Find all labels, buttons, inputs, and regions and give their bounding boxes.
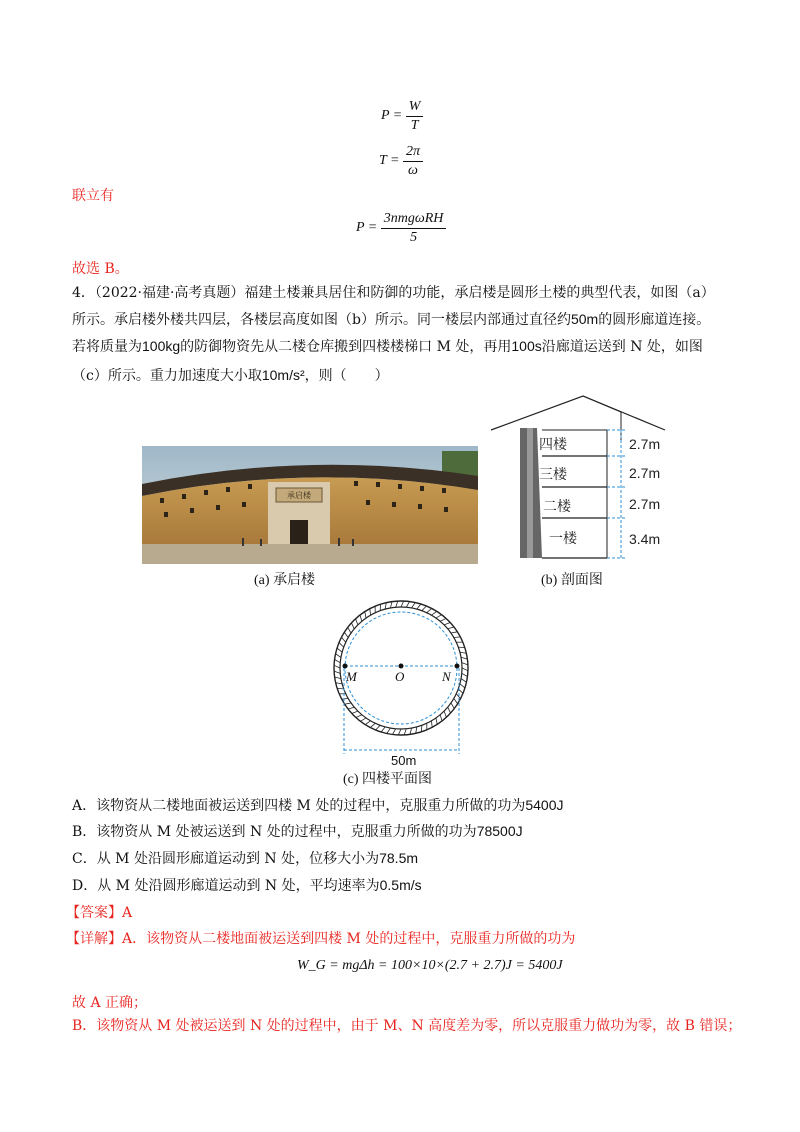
wall-tick [448,627,454,629]
point-n-label: N [442,669,451,684]
plan-svg [320,588,480,768]
detail-line-b: B．该物资从 M 处被运送到 N 处的过程中，由于 M、N 高度差为零，所以克服重力做功为零，故 B 错误； [72,1018,742,1034]
section-svg [487,390,697,560]
wall-tick [440,618,446,621]
wall-tick [370,723,375,727]
time-value: 100s [511,338,542,354]
wall-tick [365,612,366,618]
answer-label: 【答案】A [66,905,133,921]
detail-text: A．该物资从二楼地面被运送到四楼 M 处的过程中，克服重力所做的功为 [122,931,576,947]
option-b[interactable] [72,817,732,846]
wall-tick [339,643,344,648]
option-value: 5400J [525,797,564,813]
wall-tick [432,721,433,727]
wall-tick [451,632,457,633]
text-segment: 的圆形廊道连接。 [598,312,711,328]
wall-tick [440,715,442,721]
wall-tick [370,609,371,615]
building-photo-illustration [142,446,478,564]
wall-tick [365,721,370,725]
wall-tick [351,623,354,629]
photo-chengqi-building [142,446,478,564]
detail-label: 【详解】 [66,931,122,947]
wall-tick [335,677,341,679]
gravity-value: 10m/s² [261,367,305,383]
wall-tick [392,729,395,735]
work-formula: W_G = mgΔh = 100×10×(2.7 + 2.7)J = 5400J [297,958,563,973]
wall-tick [417,604,421,609]
option-text: D．从 M 处沿圆形廊道运动到 N 处，平均速率为 [72,878,380,894]
wall-tick [336,683,342,684]
text-segment: 沿廊道运送到 N 处，如图 [541,339,703,355]
wall-tick [412,603,416,608]
wall-tick [444,623,450,625]
wall-tick [460,684,465,688]
floor-label-1: 一楼 [549,531,577,547]
option-d[interactable] [72,871,732,900]
wall-tick [461,679,466,683]
wall-tick [348,707,354,709]
wall-tick [436,718,437,724]
formula-power-work [381,98,423,134]
fraction [403,143,423,179]
formula-lhs: P = [356,220,378,236]
text-segment: 的防御物资先从二楼仓库搬到四楼楼梯口 M 处，再用 [180,339,512,355]
fraction [381,210,447,246]
wall-tick [344,632,348,637]
formula-period [379,143,423,179]
floor-label-3: 三楼 [539,467,567,483]
wall-tick [444,711,446,717]
height-label-2: 2.7m [629,496,661,512]
wall-tick [334,671,340,673]
wall-tick [401,601,404,607]
formula-power-result [356,210,446,246]
wall-tick [448,707,451,713]
option-value: 0.5m/s [379,877,422,893]
wall-tick [381,727,385,732]
formula-lhs: P = [381,108,403,124]
option-text: C．从 M 处沿圆形廊道运动到 N 处，位移大小为 [72,851,380,867]
diameter-label: 50m [391,753,417,768]
wall-tick [356,715,362,718]
wall-tick [390,602,392,608]
wall-tick [461,657,467,659]
question-line-1: 4．（2022·福建·高考真题）福建土楼兼具居住和防御的功能，承启楼是圆形土楼的典型代表，如图（a） [72,285,715,301]
wall-tick [348,627,351,633]
option-text: A．该物资从二楼地面被运送到四楼 M 处的过程中，克服重力所做的功为 [72,798,526,814]
caption-fig-b: (b) 剖面图 [541,573,603,588]
wall-tick [427,608,432,612]
detail-line-1 [66,925,746,953]
wall-tick [342,699,348,700]
wall-tick [462,663,468,665]
building-plaque: 承启楼 [287,491,311,500]
text-segment: （c）所示。重力加速度大小取 [72,368,262,384]
text-segment: 若将质量为 [72,339,142,355]
numerator: 3nmgωRH [381,210,447,229]
wall-tick [387,728,391,733]
wall-tick [454,637,460,638]
wall-tick [422,606,427,611]
text-segment: 所示。承启楼外楼共四层，各楼层高度如图（b）所示。同一楼层内部通过直径约 [72,312,571,328]
denominator: T [410,117,419,133]
lianliyou-text: 联立有 [72,188,114,204]
wall-tick [454,699,458,704]
wall-tick [398,729,401,735]
question-line-3 [72,332,732,361]
point-m-label: M [346,669,357,684]
wall-tick [462,668,468,671]
height-label-1: 3.4m [629,531,661,547]
question-line-2 [72,305,732,334]
diameter-value: 50m [570,311,599,327]
wall-tick [416,727,417,733]
question-line-4 [72,361,732,390]
option-text: B．该物资从 M 处被运送到 N 处的过程中，克服重力所做的功为 [72,824,477,840]
answer-choice-b-prev: 故选 B。 [72,261,129,277]
section-diagram [487,390,697,560]
wall-tick [334,665,340,668]
wall-tick [456,694,460,699]
text-segment: ，则（ ） [304,368,389,384]
plan-diagram [320,588,480,768]
wall-tick [385,603,386,609]
point-o-label: O [395,669,405,684]
wall-tick [345,703,351,704]
caption-fig-c: (c) 四楼平面图 [343,772,433,787]
wall-tick [356,619,358,625]
wall-tick [460,652,466,653]
wall-tick [376,725,381,730]
wall-tick [436,615,442,618]
wall-tick [336,654,341,658]
numerator: 2π [403,143,423,162]
wall-tick [410,728,412,734]
denominator: 5 [410,229,418,245]
denominator: ω [408,162,418,178]
option-value: 78500J [476,823,523,839]
numerator: W [406,98,424,117]
wall-tick [360,718,366,721]
wall-tick [406,602,409,608]
wall-tick [432,611,437,615]
caption-fig-a: (a) 承启楼 [254,573,316,588]
wall-tick [335,659,341,662]
height-label-3: 2.7m [629,465,661,481]
formula-lhs: T = [379,153,400,169]
wall-tick [451,703,454,709]
wall-tick [404,729,406,735]
height-label-4: 2.7m [629,436,661,452]
wall-tick [462,673,468,676]
conclusion-a: 故 A 正确； [72,995,148,1011]
option-c[interactable] [72,844,732,873]
wall-tick [352,711,358,713]
option-value: 78.5m [379,850,419,866]
floor-label-2: 二楼 [543,499,571,515]
wall-tick [396,601,398,607]
wall-tick [337,648,342,652]
option-a[interactable] [72,791,732,820]
wall-tick [341,637,345,642]
fraction [406,98,424,134]
wall-tick [360,615,362,621]
mass-value: 100kg [142,338,181,354]
floor-label-4: 四楼 [539,437,567,453]
